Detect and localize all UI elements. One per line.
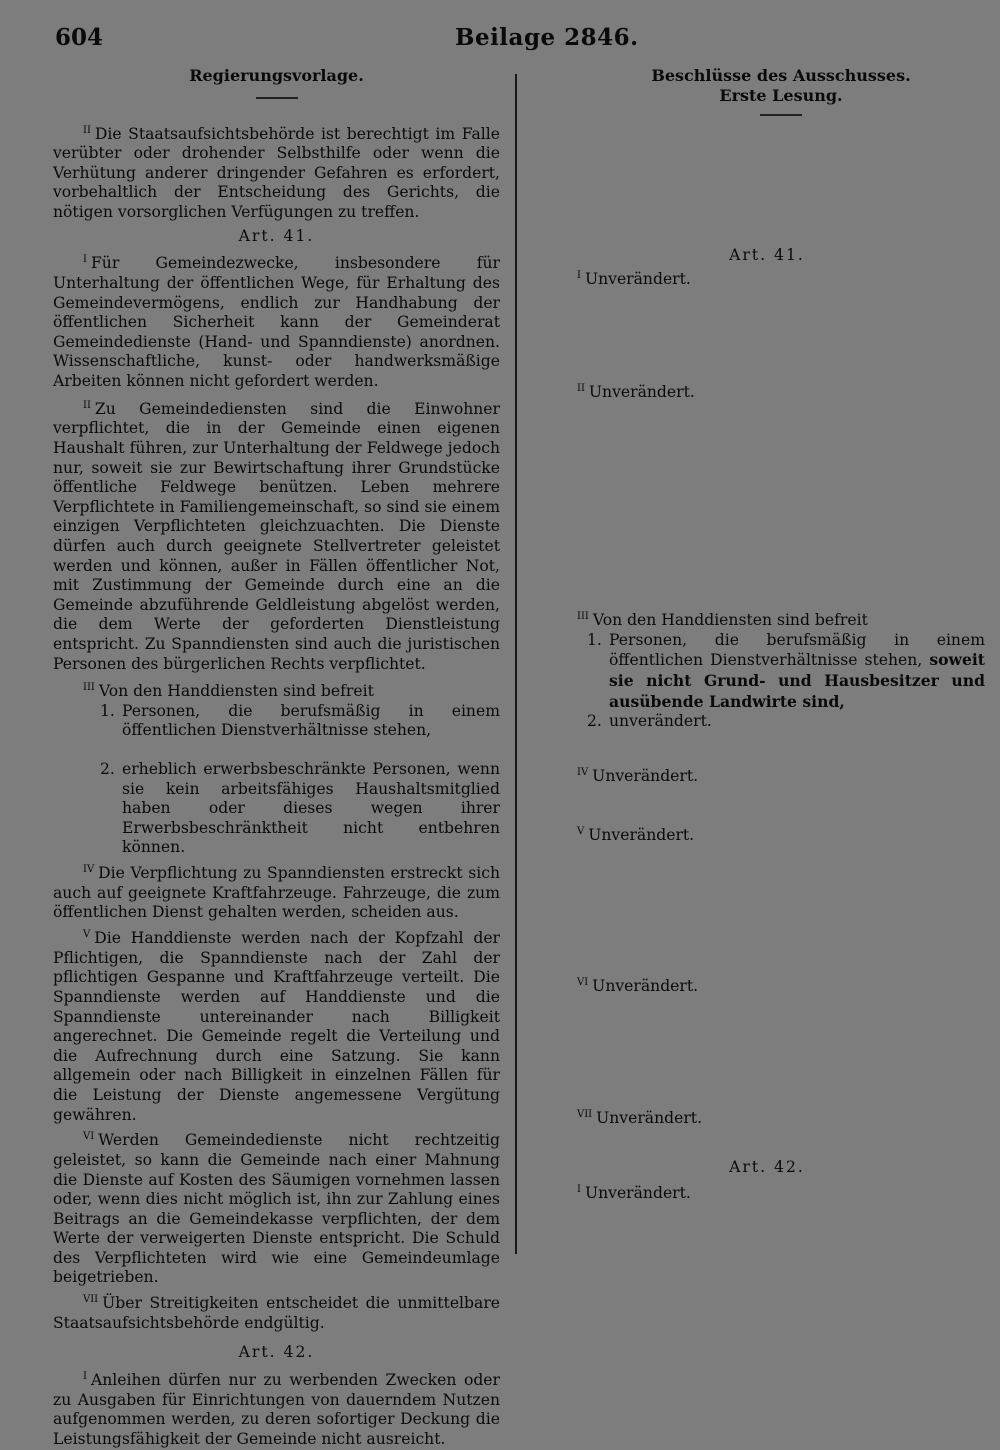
amendment-line: $^I$ Unverändert. (577, 270, 691, 289)
page-number: 604 (55, 24, 104, 51)
paragraph: $^{II}$ Die Staatsaufsichtsbehörde ist berechtigt im Falle verübter oder drohender Selbsthilfe oder wenn die Verhütung anderer dringender Gefahren es erfordert, vorbehaltlich der Entscheidung des Gerichts, die nötigen vorsorglichen Verfügungen zu treffen. (53, 124, 500, 222)
right-heading-line1: Beschlüsse des Ausschusses. (651, 66, 911, 85)
left-column (53, 66, 500, 1450)
amendment-line: $^{VI}$ Unverändert. (577, 977, 699, 996)
list-item: 2. unverändert. (587, 712, 712, 731)
page-title: Beilage 2846. (455, 24, 639, 51)
paragraph: $^{VI}$ Werden Gemeindedienste nicht rechtzeitig geleistet, so kann die Gemeinde nach einer Mahnung die Dienste auf Kosten des Säumigen vornehmen lassen oder, wenn dies nicht möglich ist, ihn zur Zahlung eines Beitrags an die Gemeindekasse verpflichten, der dem Werte der verweigerten Dienste entspricht. Die Schuld des Verpflichteten wird wie eine Gemeindeumlage beigetrieben. (53, 1131, 500, 1287)
article-heading: Art. 42. (729, 1158, 805, 1176)
paragraph: $^{IV}$ Die Verpflichtung zu Spanndiensten erstreckt sich auch auf geeignete Kraftfahrzeuge. Fahrzeuge, die zum öffentlichen Dienst gehalten werden, scheiden aus. (53, 864, 500, 922)
article-heading: Art. 42. (238, 1343, 315, 1362)
article-heading: Art. 41. (238, 226, 315, 245)
paragraph: $^I$ Anleihen dürfen nur zu werbenden Zwecken oder zu Ausgaben für Einrichtungen von dauerndem Nutzen aufgenommen werden, zu deren sofortiger Deckung die Leistungsfähigkeit der Gemeinde nicht ausreicht. (53, 1371, 500, 1448)
paragraph: $^{II}$ Zu Gemeindediensten sind die Einwohner verpflichtet, die in der Gemeinde einen eigenen Haushalt führen, zur Unterhaltung der Feldwege jedoch nur, soweit sie zur Bewirtschaftung ihrer Grundstücke öffentliche Feldwege benützen. Leben mehrere Verpflichtete in Familiengemeinschaft, so sind sie einem einzigen Verpflichteten gleichzuachten. Die Dienste dürfen auch durch geeignete Stellvertreter geleistet werden und können, außer in Fällen öffentlicher Not, mit Zustimmung der Gemeinde durch eine an die Gemeinde abzuführende Geldleistung abgelöst werden, die dem Werte der geforderten Dienstleistung entspricht. Zu Spanndiensten sind auch die juristischen Personen des bürgerlichen Rechts verpflichtet. (53, 399, 500, 673)
list-item: 1. Personen, die berufsmäßig in einem öffentlichen Dienstverhältnisse stehen, (100, 701, 500, 740)
amendment-line: $^{IV}$ Unverändert. (577, 767, 699, 786)
right-column (577, 66, 985, 1203)
left-heading: Regierungsvorlage. (189, 66, 364, 85)
amendment-line: $^{II}$ Unverändert. (577, 383, 695, 402)
paragraph: $^V$ Die Handdienste werden nach der Kopfzahl der Pflichtigen, die Spanndienste nach der Zahl der pflichtigen Gespanne und Kraftfahrzeuge verteilt. Die Spanndienste werden auf Handdienste und die Spanndienste untereinander nach Billigkeit angerechnet. Die Gemeinde regelt die Verteilung und die Aufrechnung durch eine Satzung. Sie kann allgemein oder nach Billigkeit in einzelnen Fällen für die Leistung der Dienste angemessene Vergütung gewähren. (53, 929, 500, 1124)
list-item: 1. Personen, die berufsmäßig in einem öffentlichen Dienstverhältnisse stehen, soweit sie nicht Grund- und Hausbesitzer und ausübende Landwirte sind, (587, 630, 985, 711)
paragraph: $^{III}$ Von den Handdiensten sind befreit (83, 682, 374, 701)
column-divider (515, 74, 517, 1254)
paragraph: $^{VII}$ Über Streitigkeiten entscheidet die unmittelbare Staatsaufsichtsbehörde endgültig. (53, 1294, 500, 1332)
amendment-line: $^V$ Unverändert. (577, 826, 695, 845)
article-heading: Art. 41. (729, 246, 805, 264)
paragraph: $^I$ Für Gemeindezwecke, insbesondere für Unterhaltung der öffentlichen Wege, für Erhaltung des Gemeindevermögens, endlich zur Handhabung der öffentlichen Sicherheit kann der Gemeinderat Gemeindedienste (Hand- und Spanndienste) anordnen. Wissenschaftliche, kunst- oder handwerksmäßige Arbeiten können nicht gefordert werden. (53, 254, 500, 390)
right-heading-line2: Erste Lesung. (719, 86, 843, 105)
list-item: 2. erheblich erwerbsbeschränkte Personen, wenn sie kein arbeitsfähiges Haushaltsmitglied haben oder dieses wegen ihrer Erwerbsbeschränktheit nicht entbehren können. (100, 760, 500, 857)
amendment-line: $^I$ Unverändert. (577, 1184, 691, 1203)
heading-rule (760, 114, 802, 116)
amendment-line: $^{VII}$ Unverändert. (577, 1109, 703, 1128)
heading-rule (256, 97, 298, 99)
amendment-block: $^{III}$ Von den Handdiensten sind befreit 1. Personen, die berufsmäßig in einem öffentlichen Dienstverhältnisse stehen, soweit sie nicht Grund- und Hausbesitzer und ausübende Landwirte sind, 2. unverändert. (577, 611, 985, 731)
